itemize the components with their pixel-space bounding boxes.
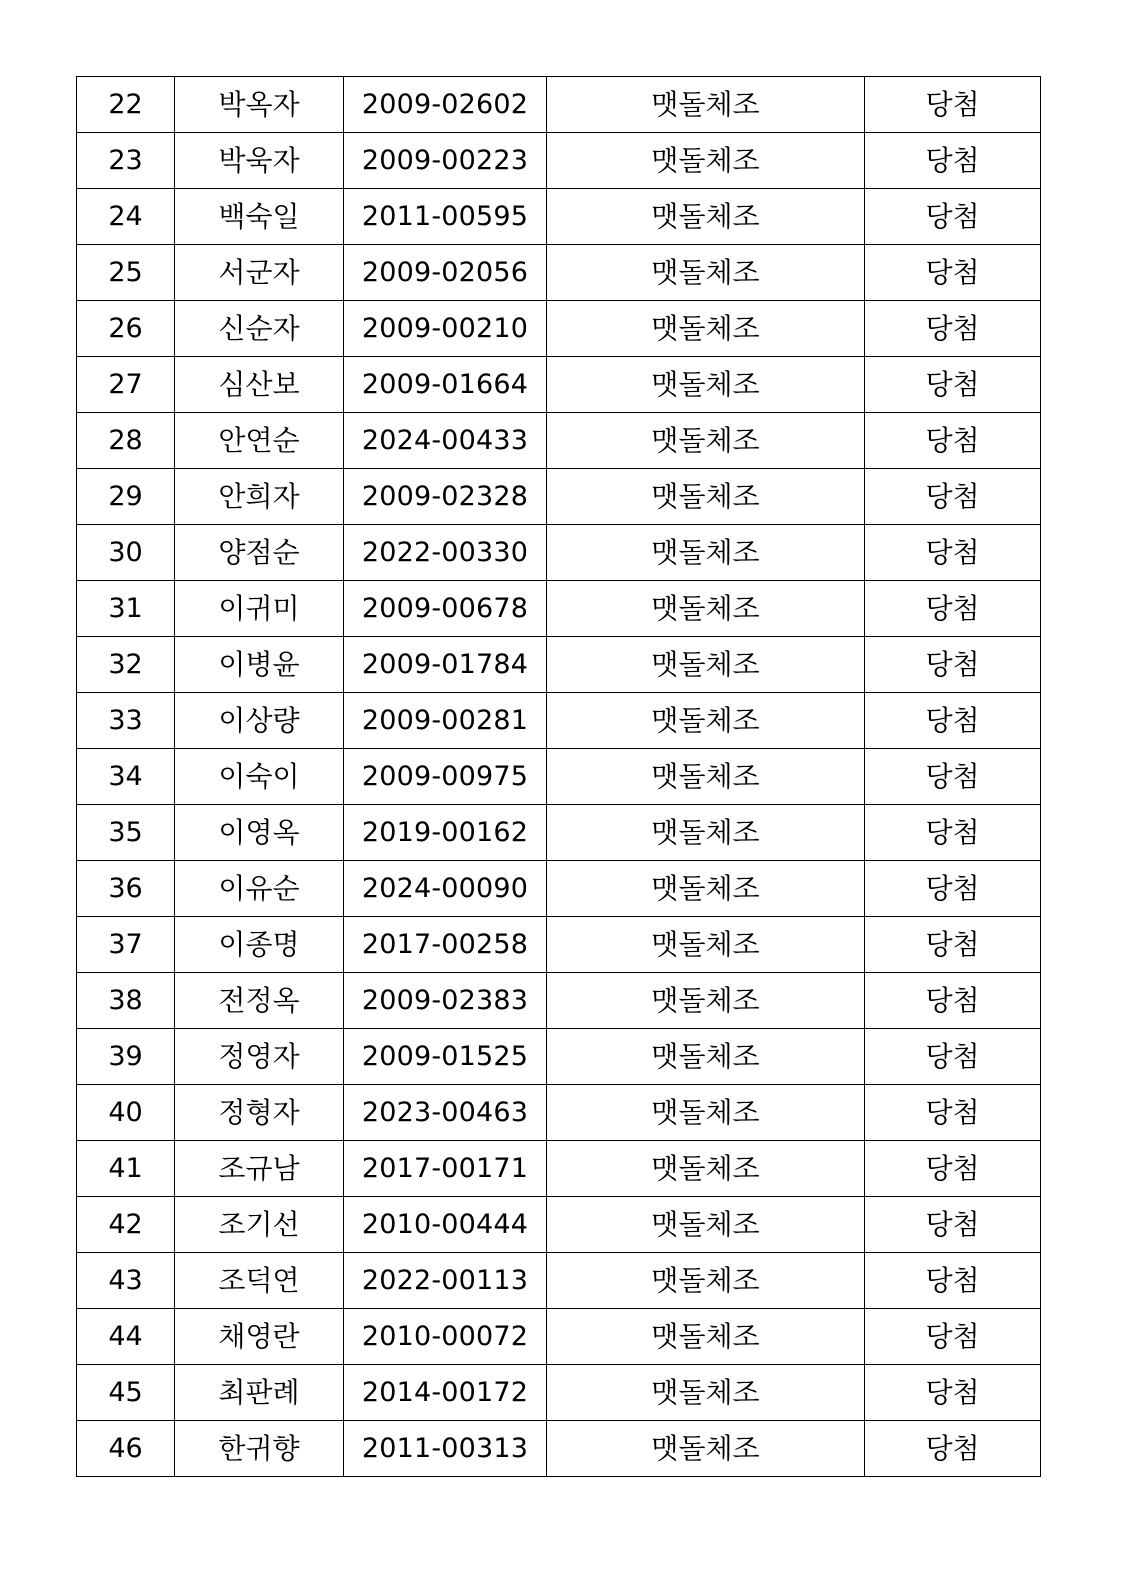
member-id-cell: 2024-00433 (344, 413, 547, 469)
row-number-cell: 42 (77, 1197, 175, 1253)
member-name-cell: 이상량 (175, 693, 344, 749)
table-row (77, 133, 1041, 189)
program-name-cell: 맷돌체조 (547, 581, 865, 637)
row-number-cell: 38 (77, 973, 175, 1029)
member-name-cell: 한귀향 (175, 1421, 344, 1477)
member-id-cell: 2024-00090 (344, 861, 547, 917)
result-status-cell: 당첨 (865, 693, 1041, 749)
table-row (77, 245, 1041, 301)
program-name-cell: 맷돌체조 (547, 525, 865, 581)
member-name-cell: 심산보 (175, 357, 344, 413)
program-name-cell: 맷돌체조 (547, 413, 865, 469)
row-number-cell: 46 (77, 1421, 175, 1477)
member-id-cell: 2009-02602 (344, 77, 547, 133)
member-name-cell: 안연순 (175, 413, 344, 469)
result-status-cell: 당첨 (865, 637, 1041, 693)
member-id-cell: 2009-01664 (344, 357, 547, 413)
result-status-cell: 당첨 (865, 749, 1041, 805)
program-name-cell: 맷돌체조 (547, 917, 865, 973)
table-row (77, 469, 1041, 525)
result-status-cell: 당첨 (865, 1085, 1041, 1141)
member-id-cell: 2017-00258 (344, 917, 547, 973)
member-name-cell: 이병윤 (175, 637, 344, 693)
row-number-cell: 32 (77, 637, 175, 693)
program-name-cell: 맷돌체조 (547, 637, 865, 693)
table-row (77, 525, 1041, 581)
table-row (77, 973, 1041, 1029)
result-status-cell: 당첨 (865, 413, 1041, 469)
member-id-cell: 2010-00072 (344, 1309, 547, 1365)
table-row (77, 1365, 1041, 1421)
result-status-cell: 당첨 (865, 469, 1041, 525)
program-name-cell: 맷돌체조 (547, 469, 865, 525)
program-name-cell: 맷돌체조 (547, 77, 865, 133)
program-name-cell: 맷돌체조 (547, 1421, 865, 1477)
member-name-cell: 이숙이 (175, 749, 344, 805)
result-status-cell: 당첨 (865, 525, 1041, 581)
program-name-cell: 맷돌체조 (547, 973, 865, 1029)
result-status-cell: 당첨 (865, 1309, 1041, 1365)
member-id-cell: 2011-00595 (344, 189, 547, 245)
result-status-cell: 당첨 (865, 301, 1041, 357)
member-name-cell: 이유순 (175, 861, 344, 917)
table-row (77, 1029, 1041, 1085)
row-number-cell: 43 (77, 1253, 175, 1309)
program-name-cell: 맷돌체조 (547, 357, 865, 413)
row-number-cell: 23 (77, 133, 175, 189)
table-row (77, 357, 1041, 413)
member-id-cell: 2009-01784 (344, 637, 547, 693)
row-number-cell: 44 (77, 1309, 175, 1365)
program-name-cell: 맷돌체조 (547, 805, 865, 861)
row-number-cell: 45 (77, 1365, 175, 1421)
member-id-cell: 2009-02383 (344, 973, 547, 1029)
table-row (77, 693, 1041, 749)
results-table (76, 76, 1041, 1477)
row-number-cell: 40 (77, 1085, 175, 1141)
row-number-cell: 26 (77, 301, 175, 357)
member-id-cell: 2019-00162 (344, 805, 547, 861)
program-name-cell: 맷돌체조 (547, 301, 865, 357)
result-status-cell: 당첨 (865, 133, 1041, 189)
row-number-cell: 28 (77, 413, 175, 469)
program-name-cell: 맷돌체조 (547, 1141, 865, 1197)
table-row (77, 749, 1041, 805)
member-id-cell: 2017-00171 (344, 1141, 547, 1197)
row-number-cell: 22 (77, 77, 175, 133)
member-id-cell: 2011-00313 (344, 1421, 547, 1477)
member-id-cell: 2022-00113 (344, 1253, 547, 1309)
result-status-cell: 당첨 (865, 805, 1041, 861)
row-number-cell: 41 (77, 1141, 175, 1197)
result-status-cell: 당첨 (865, 1141, 1041, 1197)
result-status-cell: 당첨 (865, 1253, 1041, 1309)
table-row (77, 189, 1041, 245)
member-name-cell: 백숙일 (175, 189, 344, 245)
member-id-cell: 2009-00223 (344, 133, 547, 189)
row-number-cell: 31 (77, 581, 175, 637)
member-name-cell: 이귀미 (175, 581, 344, 637)
row-number-cell: 39 (77, 1029, 175, 1085)
result-status-cell: 당첨 (865, 1421, 1041, 1477)
result-status-cell: 당첨 (865, 357, 1041, 413)
member-name-cell: 이영옥 (175, 805, 344, 861)
result-status-cell: 당첨 (865, 861, 1041, 917)
result-status-cell: 당첨 (865, 1029, 1041, 1085)
table-row (77, 1309, 1041, 1365)
member-id-cell: 2014-00172 (344, 1365, 547, 1421)
table-row (77, 301, 1041, 357)
table-row (77, 805, 1041, 861)
program-name-cell: 맷돌체조 (547, 749, 865, 805)
program-name-cell: 맷돌체조 (547, 189, 865, 245)
table-row (77, 77, 1041, 133)
table-row (77, 1085, 1041, 1141)
program-name-cell: 맷돌체조 (547, 1029, 865, 1085)
member-name-cell: 정형자 (175, 1085, 344, 1141)
member-name-cell: 최판례 (175, 1365, 344, 1421)
table-row (77, 581, 1041, 637)
result-status-cell: 당첨 (865, 245, 1041, 301)
program-name-cell: 맷돌체조 (547, 1365, 865, 1421)
result-status-cell: 당첨 (865, 77, 1041, 133)
row-number-cell: 34 (77, 749, 175, 805)
member-id-cell: 2023-00463 (344, 1085, 547, 1141)
member-name-cell: 신순자 (175, 301, 344, 357)
table-row (77, 1197, 1041, 1253)
result-status-cell: 당첨 (865, 917, 1041, 973)
member-id-cell: 2009-02328 (344, 469, 547, 525)
member-id-cell: 2010-00444 (344, 1197, 547, 1253)
row-number-cell: 30 (77, 525, 175, 581)
member-name-cell: 박욱자 (175, 133, 344, 189)
member-id-cell: 2009-00281 (344, 693, 547, 749)
program-name-cell: 맷돌체조 (547, 133, 865, 189)
row-number-cell: 27 (77, 357, 175, 413)
result-status-cell: 당첨 (865, 1197, 1041, 1253)
table-row (77, 861, 1041, 917)
member-name-cell: 이종명 (175, 917, 344, 973)
table-row (77, 1253, 1041, 1309)
row-number-cell: 37 (77, 917, 175, 973)
member-name-cell: 박옥자 (175, 77, 344, 133)
member-name-cell: 채영란 (175, 1309, 344, 1365)
member-name-cell: 조규남 (175, 1141, 344, 1197)
program-name-cell: 맷돌체조 (547, 693, 865, 749)
row-number-cell: 36 (77, 861, 175, 917)
row-number-cell: 24 (77, 189, 175, 245)
member-name-cell: 전정옥 (175, 973, 344, 1029)
result-status-cell: 당첨 (865, 1365, 1041, 1421)
member-id-cell: 2022-00330 (344, 525, 547, 581)
member-id-cell: 2009-00975 (344, 749, 547, 805)
table-body (77, 77, 1041, 1477)
member-id-cell: 2009-02056 (344, 245, 547, 301)
member-id-cell: 2009-00678 (344, 581, 547, 637)
table-row (77, 413, 1041, 469)
table-row (77, 917, 1041, 973)
table-row (77, 1421, 1041, 1477)
row-number-cell: 29 (77, 469, 175, 525)
table-row (77, 637, 1041, 693)
table-row (77, 1141, 1041, 1197)
member-name-cell: 조기선 (175, 1197, 344, 1253)
result-status-cell: 당첨 (865, 973, 1041, 1029)
row-number-cell: 25 (77, 245, 175, 301)
row-number-cell: 33 (77, 693, 175, 749)
program-name-cell: 맷돌체조 (547, 861, 865, 917)
result-status-cell: 당첨 (865, 189, 1041, 245)
program-name-cell: 맷돌체조 (547, 1309, 865, 1365)
member-name-cell: 조덕연 (175, 1253, 344, 1309)
result-status-cell: 당첨 (865, 581, 1041, 637)
program-name-cell: 맷돌체조 (547, 1197, 865, 1253)
program-name-cell: 맷돌체조 (547, 1085, 865, 1141)
member-name-cell: 안희자 (175, 469, 344, 525)
member-id-cell: 2009-00210 (344, 301, 547, 357)
member-id-cell: 2009-01525 (344, 1029, 547, 1085)
member-name-cell: 정영자 (175, 1029, 344, 1085)
row-number-cell: 35 (77, 805, 175, 861)
member-name-cell: 서군자 (175, 245, 344, 301)
program-name-cell: 맷돌체조 (547, 1253, 865, 1309)
program-name-cell: 맷돌체조 (547, 245, 865, 301)
member-name-cell: 양점순 (175, 525, 344, 581)
